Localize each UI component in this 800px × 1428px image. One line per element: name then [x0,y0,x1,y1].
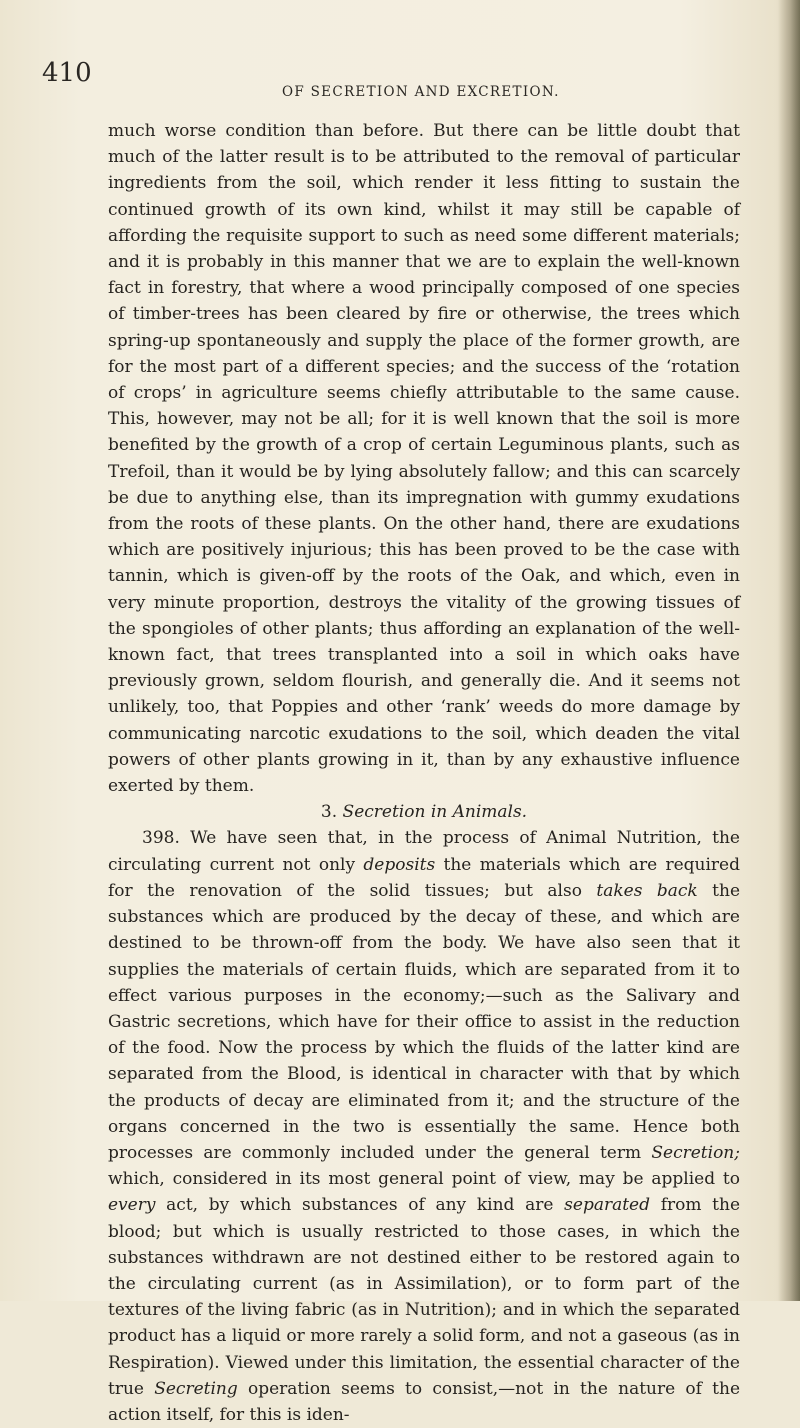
emphasis-deposits: deposits [363,854,436,875]
text-span: the substances which are produced by the decay of these, and which are destined to be thrown-off from the body. We have also seen that it supplies the materials of certain fluids, which are separated from it to effect various purposes in the economy;—such as the Salivary and Gastric secretions, which have for their office to assist in the reduction of the food. Now the process by which the fluids of the latter kind are separated from the Blood, is identical in character with that by which the products of decay are eliminated from it; and the structure of the organs concerned in the two is essentially the same. Hence both processes are commonly included under the general term [108,880,741,1163]
emphasis-secreting: Secreting [154,1378,238,1399]
section-number: 3. [320,802,338,823]
emphasis-every: every [108,1195,156,1216]
paragraph-continued: much worse condition than before. But there can be little doubt that much of the latter result is to be attributed to the removal of particular ingredients from the soil, which render it less fitting to sustain the continued growth of its own kind, whilst it may still be capable of affording the requisite support to such as need some different materials; and it is probably in this manner that we are to explain the well-known fact in forestry, that where a wood principally composed of one species of timber-trees has been cleared by fire or otherwise, the trees which spring-up spontaneously and supply the place of the former growth, are for the most part of a different species; and the success of the ‘rotation of crops’ in agriculture seems chiefly attributable to the same cause. This, however, may not be all; for it is well known that the soil is more benefited by the growth of a crop of certain Leguminous plants, such as Trefoil, than it would be by lying absolutely fallow; and this can scarcely be due to anything else, than its impregnation with gummy exudations from the roots of these plants. On the other hand, there are exudations which are positively injurious; this has been proved to be the case with tannin, which is given-off by the roots of the Oak, and which, even in very minute proportion, destroys the vitality of the growing tissues of the spongioles of other plants; thus affording an explanation of the well-known fact, that trees transplanted into a soil in which oaks have previously grown, seldom flourish, and generally die. And it seems not unlikely, too, that Poppies and other ‘rank’ weeds do more damage by communicating narcotic exudations to the soil, which deaden the vital powers of other plants growing in it, than by any exhaustive influence exerted by them. [108,121,740,797]
page-edge-shadow [778,0,800,1301]
body-text [108,118,740,1428]
emphasis-takes-back: takes back [596,880,698,901]
page-number: 410 [42,58,92,88]
running-head: OF SECRETION AND EXCRETION. [282,84,560,100]
section-heading [108,799,740,825]
text-span: act, by which substances of any kind are [166,1195,554,1216]
text-span: operation seems to consist,—not in the nature of the action itself, for this is iden- [108,1378,741,1425]
paragraph-number: 398. [142,828,180,849]
text-span: We have seen that, in the process of Animal Nutrition, the circulating current not only [108,828,740,875]
paragraph-398 [108,825,740,1428]
text-span: from the blood; but which is usually restricted to those cases, in which the substances withdrawn are not destined either to be restored again to the circulating current (as in Assimilation), or to form part of the textures of the living fabric (as in Nutrition); and in which the separated product has a liquid or more rarely a solid form, and not a gaseous (as in Respiration). Viewed under this limitation, the essential character of the true [108,1195,741,1399]
emphasis-secretion: Secretion; [651,1142,740,1163]
text-span: which, considered in its most general point of view, may be applied to [108,1169,740,1190]
text-span: the materials which are required for the renovation of the solid tissues; but also [108,854,740,901]
section-title: Secretion in Animals. [342,802,528,823]
emphasis-separated: separated [564,1195,650,1216]
